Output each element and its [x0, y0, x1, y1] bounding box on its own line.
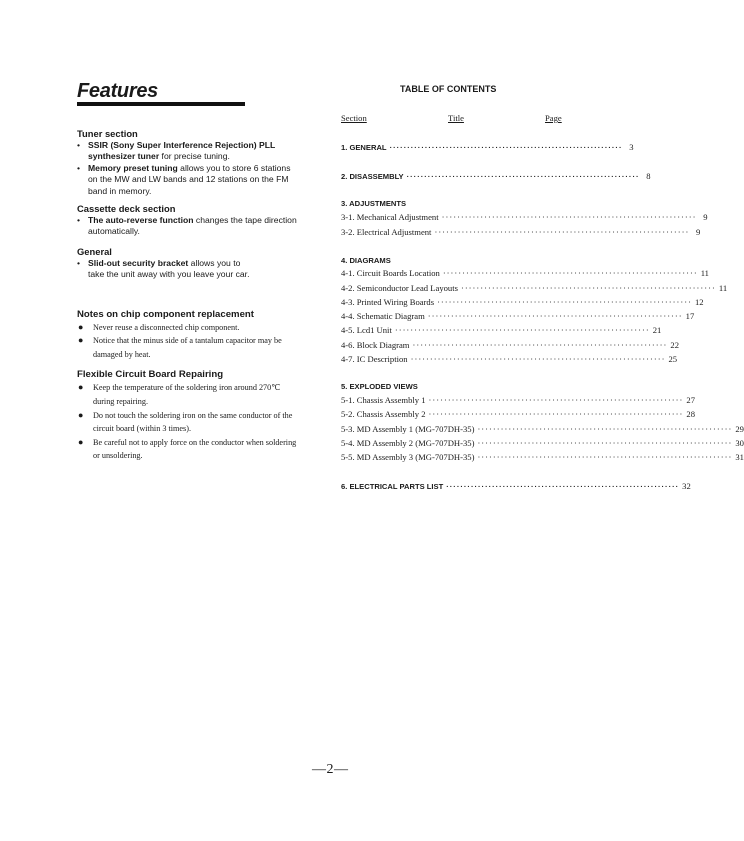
item-text: Keep the temperature of the soldering iron around 270℃ during repairing.	[93, 383, 281, 407]
toc-page: 25	[668, 354, 678, 364]
toc-label: 5-1. Chassis Assembly 1	[341, 395, 426, 405]
toc-label: 4-6. Block Diagram	[341, 340, 410, 350]
toc-label: 5-2. Chassis Assembly 2	[341, 409, 426, 419]
toc-entry-parts-list[interactable]: 6. ELECTRICAL PARTS LIST ·································································· 32	[341, 481, 691, 491]
toc-page: 9	[703, 212, 708, 222]
list-item: ● Be careful not to apply force on the conductor when soldering or unsoldering.	[78, 436, 297, 461]
toc-page: 8	[646, 171, 651, 181]
list-item: ● Keep the temperature of the soldering iron around 270℃ during repairing.	[78, 382, 281, 407]
title-rule	[77, 102, 245, 106]
toc-label: 4-4. Schematic Diagram	[341, 311, 425, 321]
toc-heading-diagrams: 4. DIAGRAMS	[341, 256, 391, 265]
toc-label: 4-3. Printed Wiring Boards	[341, 297, 435, 307]
toc-page: 12	[694, 297, 704, 307]
toc-entry[interactable]: 4-1. Circuit Boards Location ·································································· 11	[341, 268, 709, 278]
toc-page: 11	[718, 283, 728, 293]
toc-page: 22	[670, 340, 679, 350]
toc-page: 31	[735, 452, 744, 462]
toc-label: 3-1. Mechanical Adjustment	[341, 212, 439, 222]
flex-board-section	[77, 369, 299, 463]
features-title: Features	[77, 80, 158, 102]
toc-entry-general[interactable]: 1. GENERAL ·································································· 3	[341, 142, 634, 152]
item-text: changes the tape direction automatically.	[88, 215, 297, 237]
toc-entry[interactable]: 3-2. Electrical Adjustment ·································································· 9	[341, 227, 701, 237]
item-text: Be careful not to apply force on the conductor when soldering or unsoldering.	[93, 437, 297, 461]
toc-entry[interactable]: 5-3. MD Assembly 1 (MG-707DH-35) ·································································· 29	[341, 424, 744, 434]
chip-notes-section	[77, 309, 299, 362]
item-text: allows you to store 6 stations on the MW and LW bands and 12 stations on the FM band in memory.	[88, 162, 291, 196]
toc-page: 11	[700, 268, 709, 278]
item-bold: The auto-reverse function	[88, 215, 194, 226]
toc-label: 2. DISASSEMBLY	[341, 172, 404, 181]
toc-title: TABLE OF CONTENTS	[400, 84, 497, 94]
toc-col-page: Page	[545, 113, 562, 123]
toc-entry[interactable]: 3-1. Mechanical Adjustment ·································································· 9	[341, 212, 708, 222]
toc-page: 30	[735, 438, 744, 448]
tuner-heading: Tuner section	[77, 128, 138, 139]
toc-page: 29	[735, 424, 744, 434]
toc-label: 3-2. Electrical Adjustment	[341, 227, 432, 237]
item-text: allows you to take the unit away with you leave your car.	[88, 257, 250, 280]
toc-label: 5-5. MD Assembly 3 (MG-707DH-35)	[341, 452, 475, 462]
toc-label: 4-7. IC Description	[341, 354, 408, 364]
toc-entry-disassembly[interactable]: 2. DISASSEMBLY ·································································· 8	[341, 171, 651, 181]
list-item: ● Do not touch the soldering iron on the same conductor of the circuit board (within 3 times).	[78, 409, 293, 434]
toc-label: 4-1. Circuit Boards Location	[341, 268, 440, 278]
item-bold: Memory preset tuning	[88, 162, 178, 173]
toc-entry[interactable]: 4-6. Block Diagram ·································································· 22	[341, 340, 679, 350]
toc-entry[interactable]: 4-3. Printed Wiring Boards ·································································· 12	[341, 297, 704, 307]
toc-entry[interactable]: 5-1. Chassis Assembly 1 ·································································· 27	[341, 395, 695, 405]
cassette-heading: Cassette deck section	[77, 203, 176, 215]
toc-label: 4-5. Lcd1 Unit	[341, 325, 392, 335]
toc-entry[interactable]: 5-4. MD Assembly 2 (MG-707DH-35) ·································································· 30	[341, 438, 744, 448]
general-section	[77, 246, 299, 281]
chip-notes-heading: Notes on chip component replacement	[77, 308, 254, 320]
list-item: • The auto-reverse function changes the tape direction automatically.	[77, 215, 297, 237]
list-item: • SSIR (Sony Super Interference Rejection) PLL synthesizer tuner for precise tuning.	[77, 140, 276, 162]
cassette-section	[77, 203, 299, 238]
toc-page: 17	[685, 311, 695, 321]
item-text: Never reuse a disconnected chip component.	[93, 322, 240, 332]
toc-label: 5-4. MD Assembly 2 (MG-707DH-35)	[341, 438, 475, 448]
item-text: for precise tuning.	[159, 151, 230, 162]
toc-entry[interactable]: 5-2. Chassis Assembly 2 ·································································· 28	[341, 409, 695, 419]
page-number: —2—	[312, 762, 349, 777]
flex-board-heading: Flexible Circuit Board Repairing	[77, 369, 224, 381]
toc-entry[interactable]: 4-2. Semiconductor Lead Layouts ·································································· 11	[341, 283, 728, 293]
toc-page: 9	[696, 227, 701, 237]
item-bold: SSIR (Sony Super Interference Rejection) PLL synthesizer tuner	[88, 140, 276, 162]
features-column	[77, 80, 299, 463]
toc-heading-exploded: 5. EXPLODED VIEWS	[341, 382, 418, 391]
toc-entry[interactable]: 5-5. MD Assembly 3 (MG-707DH-35) ·································································· 31	[341, 452, 744, 462]
list-item: • Memory preset tuning allows you to store 6 stations on the MW and LW bands and 12 stations on the FM band in memory.	[77, 162, 291, 196]
toc-entry[interactable]: 4-4. Schematic Diagram ·································································· 17	[341, 311, 695, 321]
general-heading: General	[77, 245, 112, 257]
toc-page: 27	[686, 395, 695, 405]
item-bold: Slid-out security bracket	[88, 257, 189, 268]
list-item: ● Never reuse a disconnected chip component.	[78, 321, 240, 332]
item-text: Do not touch the soldering iron on the same conductor of the circuit board (within 3 times).	[93, 410, 293, 434]
list-item: • Slid-out security bracket allows you to take the unit away with you leave your car.	[77, 257, 250, 280]
toc-col-title: Title	[448, 113, 464, 123]
toc-page: 32	[682, 481, 691, 491]
toc-entry[interactable]: 4-7. IC Description ·································································· 25	[341, 354, 678, 364]
toc-entry[interactable]: 4-5. Lcd1 Unit ·································································· 21	[341, 325, 662, 335]
toc-label: 1. GENERAL	[341, 143, 387, 152]
toc-label: 5-3. MD Assembly 1 (MG-707DH-35)	[341, 424, 475, 434]
toc-label: 4-2. Semiconductor Lead Layouts	[341, 283, 458, 293]
toc-page: 21	[652, 325, 662, 335]
toc-page: 3	[629, 142, 634, 152]
toc-col-section: Section	[341, 113, 367, 123]
toc-label: 6. ELECTRICAL PARTS LIST	[341, 482, 444, 491]
toc-page: 28	[686, 409, 695, 419]
toc-heading-adjustments: 3. ADJUSTMENTS	[341, 199, 407, 208]
item-text: Notice that the minus side of a tantalum capacitor may be damaged by heat.	[93, 336, 282, 359]
tuner-section	[77, 128, 299, 197]
list-item: ● Notice that the minus side of a tantalum capacitor may be damaged by heat.	[78, 335, 282, 359]
